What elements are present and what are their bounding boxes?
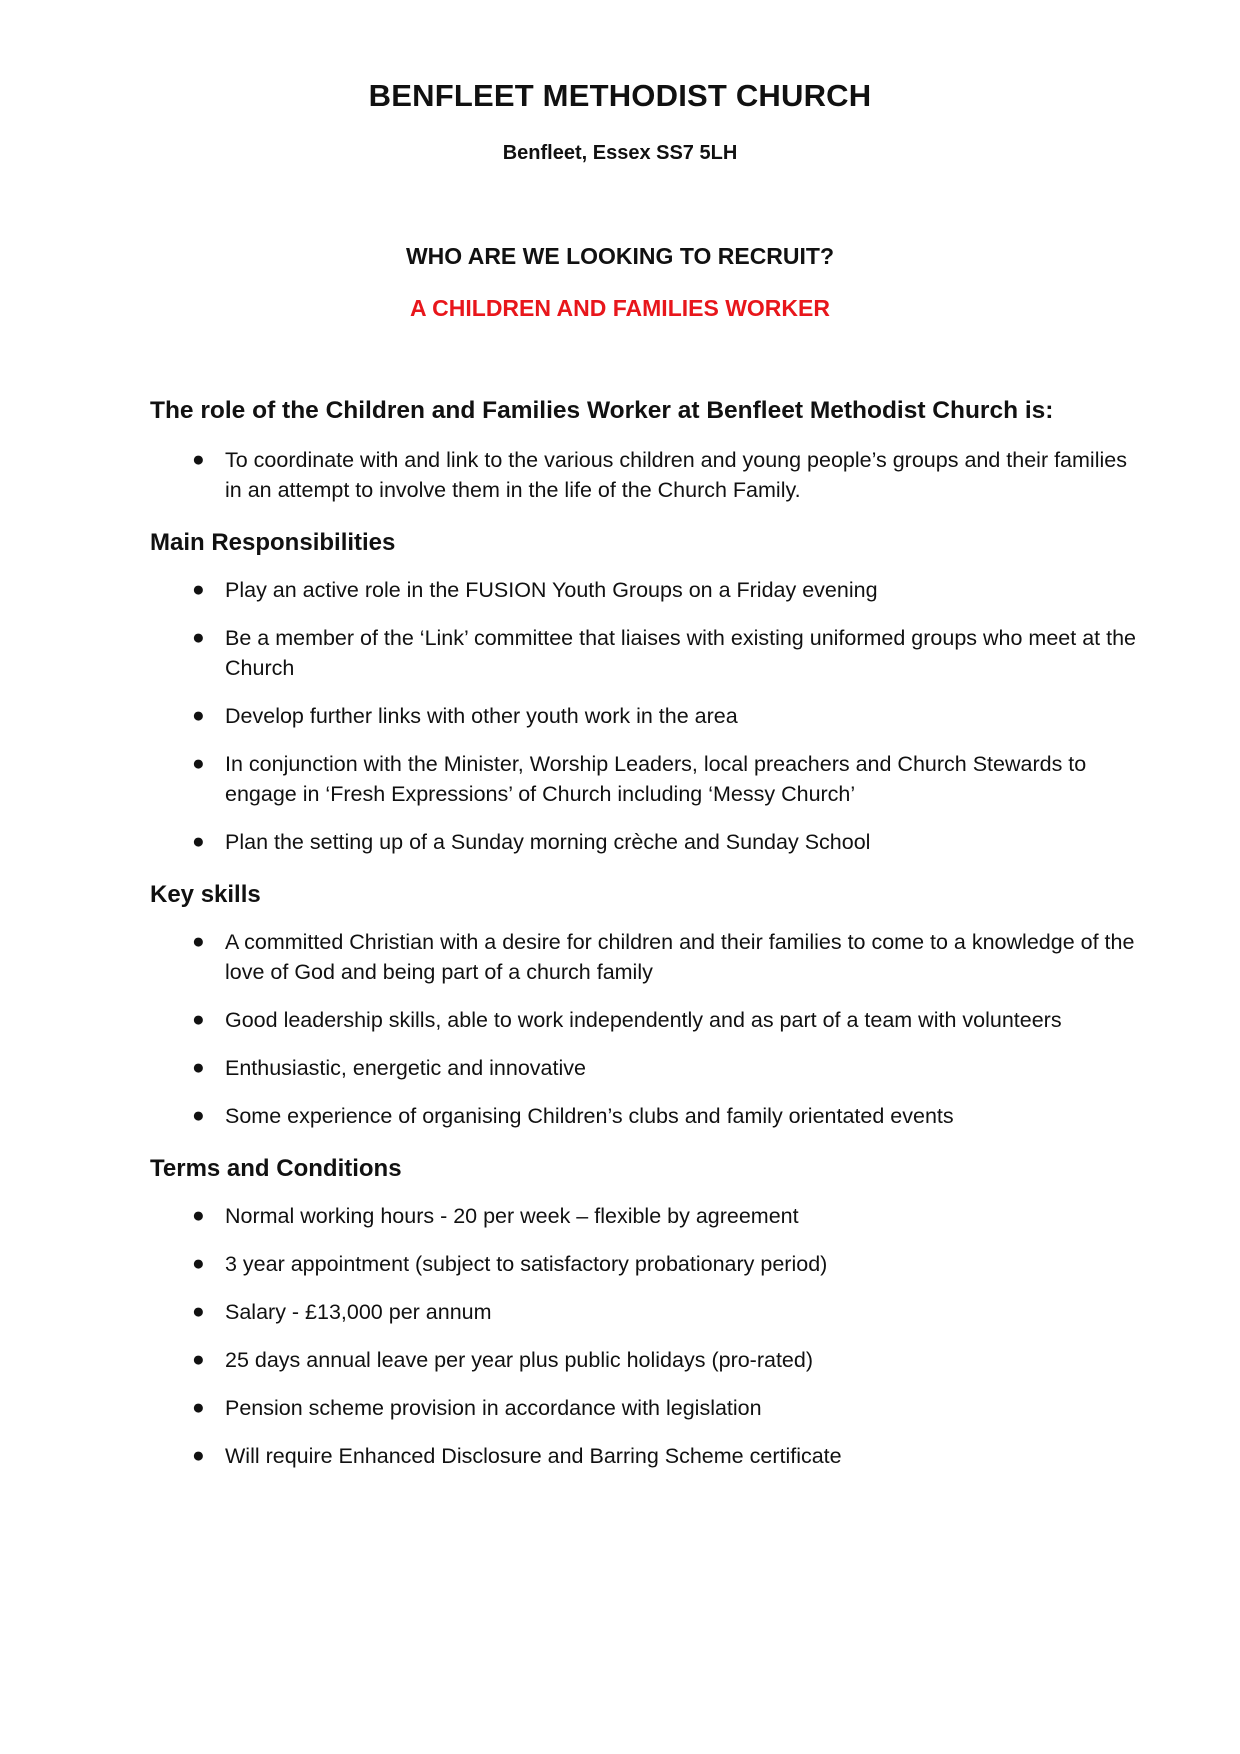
bullet-icon: ● (192, 1300, 205, 1323)
recruit-role-heading: A CHILDREN AND FAMILIES WORKER (410, 295, 830, 321)
bullet-icon: ● (192, 752, 205, 775)
church-address: Benfleet, Essex SS7 5LH (502, 142, 738, 164)
bullet-icon: ● (192, 930, 205, 953)
list-item: ● 25 days annual leave per year plus public holidays (pro-rated) (150, 1345, 1140, 1375)
bullet-icon: ● (192, 1396, 205, 1419)
bullet-icon: ● (192, 1348, 205, 1371)
list-item: ● 3 year appointment (subject to satisfactory probationary period) (150, 1249, 1140, 1279)
list-item: ● Good leadership skills, able to work independently and as part of a team with volunteers (150, 1005, 1140, 1035)
list-item: ● To coordinate with and link to the various children and young people’s groups and their families in an attempt to involve them in the life of the Church Family. (150, 445, 1140, 505)
document-body (150, 397, 1140, 1471)
terms-conditions-heading: Terms and Conditions (150, 1155, 402, 1182)
list-item: ● Enthusiastic, energetic and innovative (150, 1053, 1140, 1083)
list-item: ● Develop further links with other youth work in the area (150, 701, 1140, 731)
list-item: ● Salary - £13,000 per annum (150, 1297, 1140, 1327)
recruit-question-heading: WHO ARE WE LOOKING TO RECRUIT? (405, 243, 835, 269)
list-item: ● Plan the setting up of a Sunday morning crèche and Sunday School (150, 827, 1140, 857)
bullet-icon: ● (192, 626, 205, 649)
list-item: ● Pension scheme provision in accordance with legislation (150, 1393, 1140, 1423)
list-item: ● A committed Christian with a desire for children and their families to come to a knowledge of the love of God and being part of a church family (150, 927, 1140, 987)
role-intro-list (150, 445, 1140, 505)
key-skills-heading: Key skills (150, 881, 261, 908)
list-item: ● Play an active role in the FUSION Youth Groups on a Friday evening (150, 575, 1140, 605)
bullet-icon: ● (192, 704, 205, 727)
bullet-icon: ● (192, 448, 205, 471)
list-item: ● Normal working hours - 20 per week – flexible by agreement (150, 1201, 1140, 1231)
church-name-title: BENFLEET METHODIST CHURCH (368, 78, 872, 113)
bullet-icon: ● (192, 1056, 205, 1079)
list-item: ● Some experience of organising Children’s clubs and family orientated events (150, 1101, 1140, 1131)
skills-list (150, 927, 1140, 1131)
bullet-icon: ● (192, 1104, 205, 1127)
bullet-icon: ● (192, 578, 205, 601)
list-item: ● Will require Enhanced Disclosure and Barring Scheme certificate (150, 1441, 1140, 1471)
list-item: ● Be a member of the ‘Link’ committee that liaises with existing uniformed groups who meet at the Church (150, 623, 1140, 683)
bullet-icon: ● (192, 1252, 205, 1275)
role-intro-heading: The role of the Children and Families Worker at Benfleet Methodist Church is: (150, 397, 1054, 424)
main-responsibilities-heading: Main Responsibilities (150, 529, 396, 556)
list-item: ● In conjunction with the Minister, Worship Leaders, local preachers and Church Stewards to engage in ‘Fresh Expressions’ of Church including ‘Messy Church’ (150, 749, 1140, 809)
bullet-icon: ● (192, 1204, 205, 1227)
bullet-icon: ● (192, 830, 205, 853)
bullet-icon: ● (192, 1444, 205, 1467)
bullet-icon: ● (192, 1008, 205, 1031)
responsibilities-list (150, 575, 1140, 857)
terms-list (150, 1201, 1140, 1471)
